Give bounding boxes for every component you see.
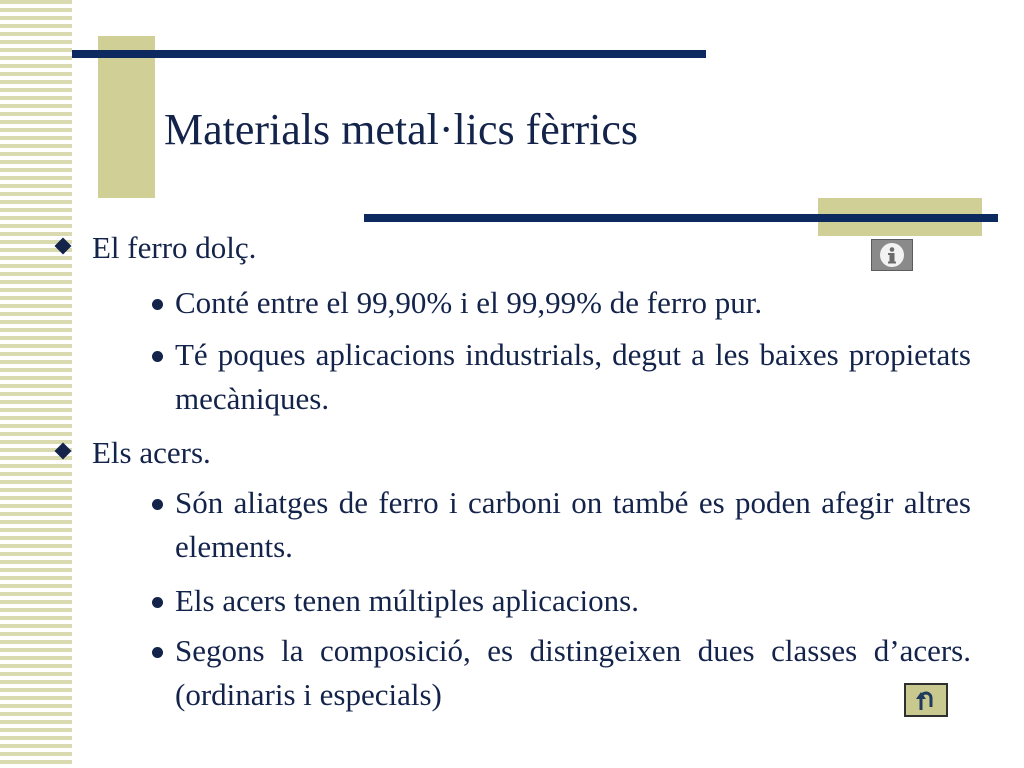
dot-bullet-icon [152,499,163,510]
list-item: Els acers tenen múltiples aplicacions. [175,583,639,618]
dot-bullet-icon [152,299,163,310]
list-item: Conté entre el 99,90% i el 99,99% de ferro pur. [175,285,763,320]
list-item: Segons la composició, es distingeixen dues classes d’acers. (ordinaris i especials) [175,633,971,712]
info-button[interactable] [871,239,913,271]
list-item: Té poques aplicacions industrials, degut a les baixes propietats mecàniques. [175,337,971,416]
decorative-beige-block-left [98,36,155,198]
section-heading: El ferro dolç. [92,230,257,265]
decorative-top-line [72,50,706,58]
dot-bullet-icon [152,647,163,658]
section-heading: Els acers. [92,435,211,470]
u-turn-back-icon [913,688,939,712]
slide-title: Materials metal·lics fèrrics [164,105,639,154]
info-icon [879,242,905,268]
dot-bullet-icon [152,597,163,608]
decorative-mid-line [364,214,998,222]
list-item: Són aliatges de ferro i carboni on també es poden afegir altres elements. [175,485,971,564]
decorative-stripes [0,0,72,768]
dot-bullet-icon [152,351,163,362]
back-button[interactable] [904,683,948,717]
